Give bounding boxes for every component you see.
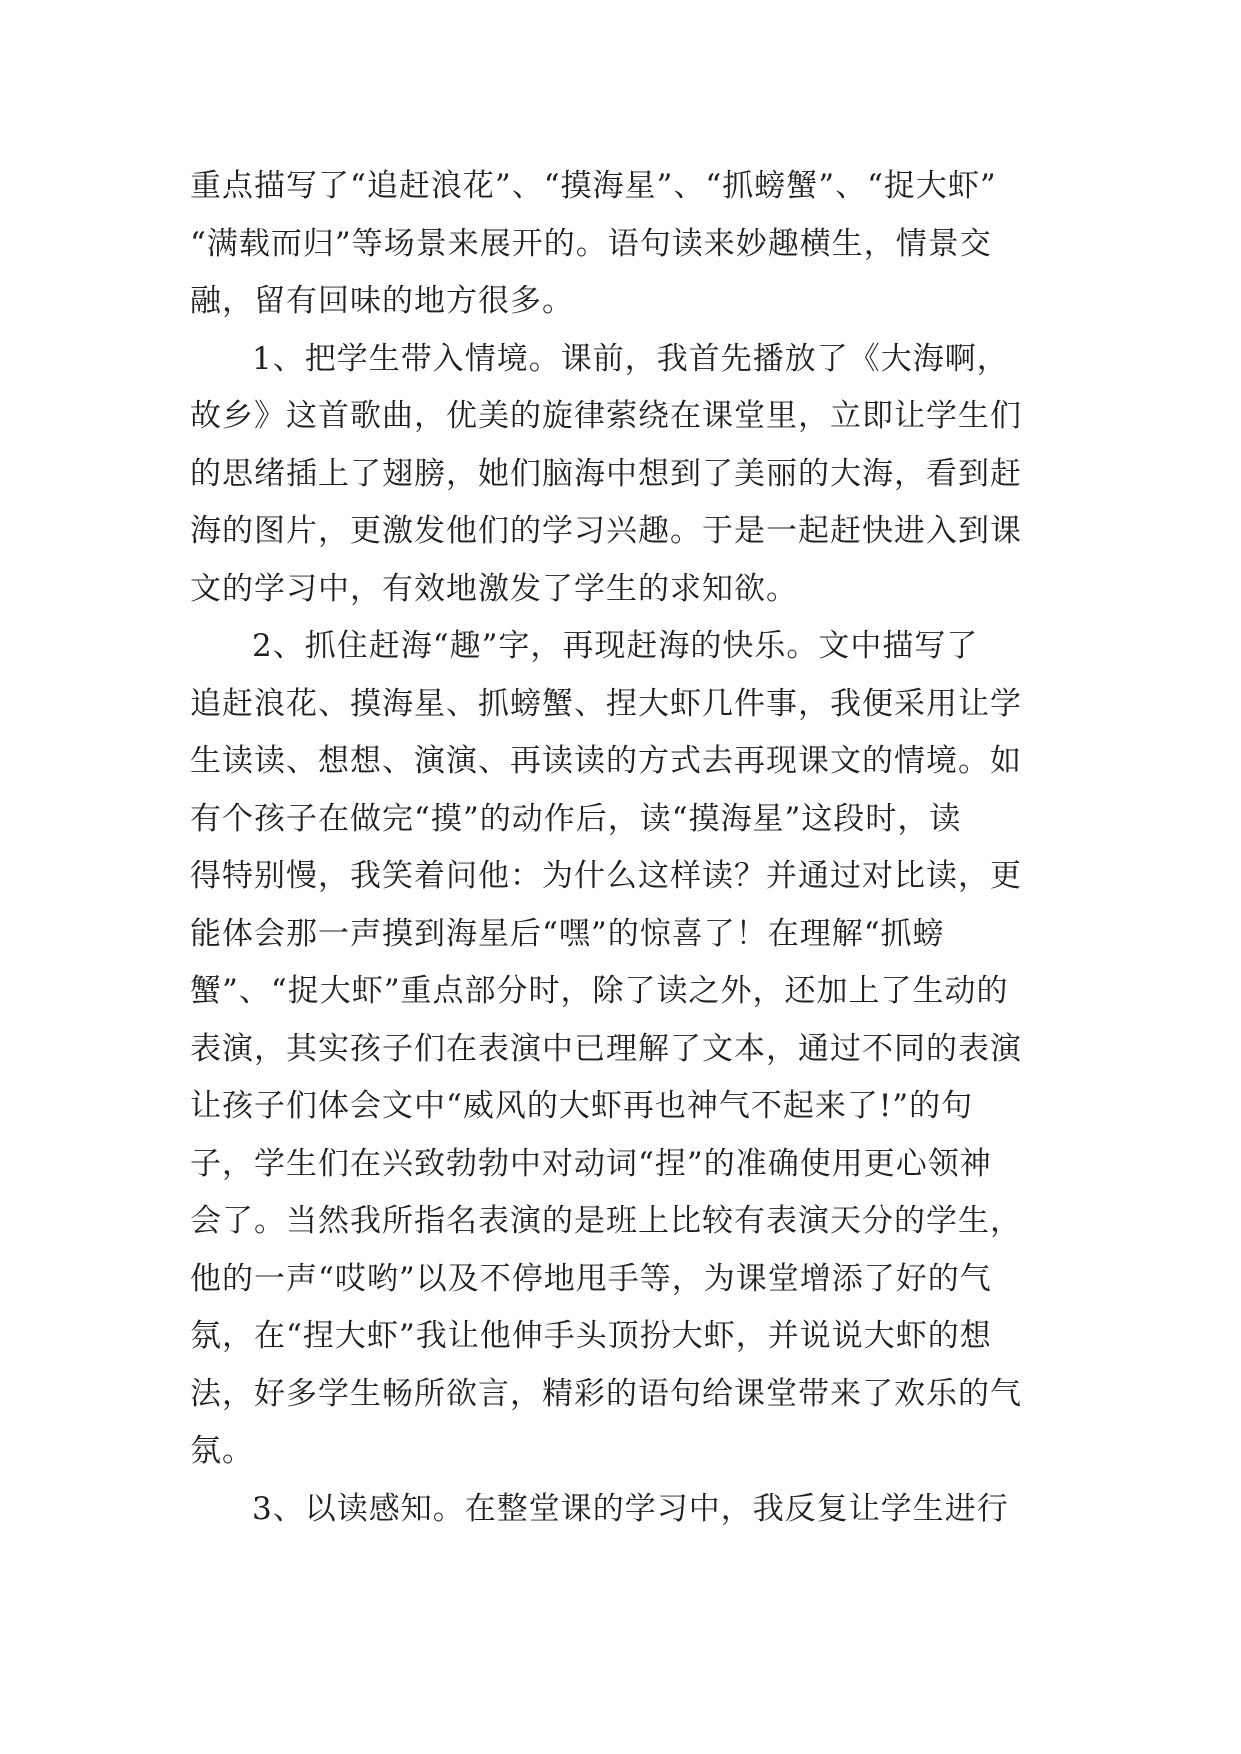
text-line: 重点描写了“追赶浪花”、“摸海星”、“抓螃蟹”、“捉大虾” — [190, 168, 997, 204]
text-line: 会了。当然我所指名表演的是班上比较有表演天分的学生， — [190, 1203, 1022, 1239]
text-line: “满载而归”等场景来展开的。语句读来妙趣横生，情景交 — [190, 225, 992, 262]
text-line: 氛。 — [190, 1433, 254, 1469]
text-line: 蟹”、“捉大虾”重点部分时，除了读之外，还加上了生动的 — [190, 973, 1009, 1009]
text-line: 的思绪插上了翅膀，她们脑海中想到了美丽的大海，看到赶 — [190, 455, 1022, 492]
text-line: 文的学习中，有效地激发了学生的求知欲。 — [190, 570, 798, 607]
text-line: 表演，其实孩子们在表演中已理解了文本，通过不同的表演 — [190, 1030, 1022, 1067]
text-line: 海的图片，更激发他们的学习兴趣。于是一起赶快进入到课 — [190, 513, 1022, 549]
text-line: 3、以读感知。在整堂课的学习中，我反复让学生进行 — [252, 1490, 1009, 1527]
text-line: 有个孩子在做完“摸”的动作后，读“摸海星”这段时，读 — [190, 800, 962, 837]
text-line: 他的一声“哎哟”以及不停地甩手等，为课堂增添了好的气 — [190, 1260, 992, 1297]
text-line: 氛，在“捏大虾”我让他伸手头顶扮大虾，并说说大虾的想 — [190, 1318, 992, 1354]
text-line: 让孩子们体会文中“威风的大虾再也神气不起来了!”的句 — [190, 1088, 974, 1124]
text-line: 得特别慢，我笑着问他：为什么这样读？并通过对比读，更 — [190, 858, 1022, 894]
text-line: 融，留有回味的地方很多。 — [190, 283, 574, 319]
text-line: 1、把学生带入情境。课前，我首先播放了《大海啊， — [252, 340, 1009, 377]
text-line: 故乡》这首歌曲，优美的旋律萦绕在课堂里，立即让学生们 — [190, 398, 1022, 434]
text-line: 2、抓住赶海“趣”字，再现赶海的快乐。文中描写了 — [252, 628, 979, 664]
text-line: 能体会那一声摸到海星后“嘿”的惊喜了！在理解“抓螃 — [190, 915, 945, 952]
text-line: 追赶浪花、摸海星、抓螃蟹、捏大虾几件事，我便采用让学 — [190, 685, 1022, 722]
body-text — [190, 158, 1050, 1538]
text-line: 生读读、想想、演演、再读读的方式去再现课文的情境。如 — [190, 743, 1022, 779]
text-line: 法，好多学生畅所欲言，精彩的语句给课堂带来了欢乐的气 — [190, 1375, 1022, 1412]
text-line: 子，学生们在兴致勃勃中对动词“捏”的准确使用更心领神 — [190, 1145, 992, 1182]
